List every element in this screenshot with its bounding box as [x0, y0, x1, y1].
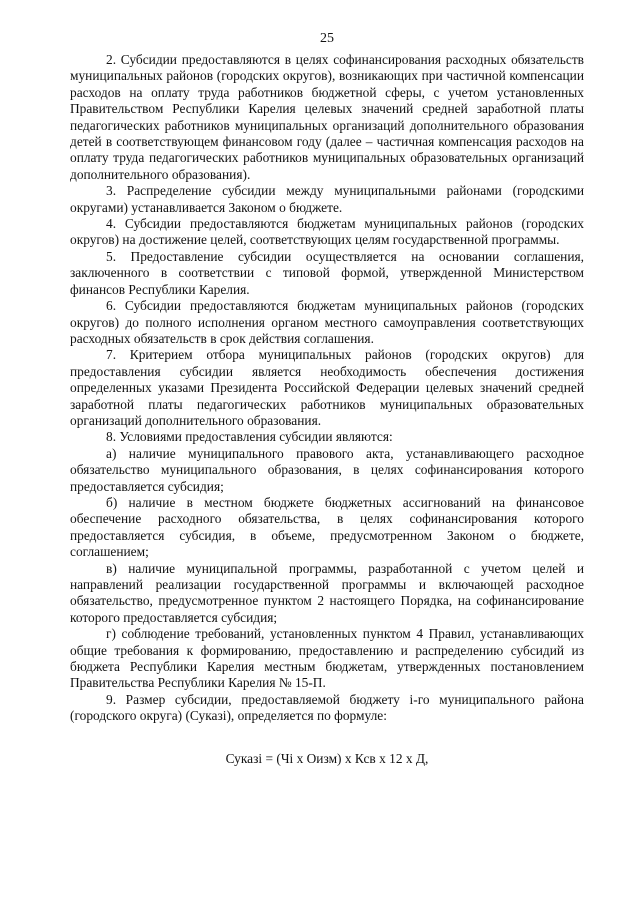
paragraph-8g: г) соблюдение требований, установленных пунктом 4 Правил, устанавливающих общие требования к формированию, предоставлению и распределению субсидий из бюджета Республики Карелия местным бюджетам, утвержденных постановлением Правительства Республики Карелия № 15-П.	[70, 626, 584, 691]
paragraph-3: 3. Распределение субсидии между муниципальными районами (городскими округами) устанавливается Законом о бюджете.	[70, 183, 584, 215]
paragraph-8b: б) наличие в местном бюджете бюджетных ассигнований на финансовое обеспечение расходного обязательства, в целях софинансирования которого предоставляется субсидия, в объеме, предусмотренном Законом о бюджете, соглашением;	[70, 494, 584, 560]
paragraph-2: 2. Субсидии предоставляются в целях софинансирования расходных обязательств муниципальных районов (городских округов), возникающих при частичной компенсации расходов на оплату труда работников бюджетной сферы, с учетом установленных Правительством Республики Карелия целевых значений средней заработной платы педагогических работников муниципальных организаций дополнительного образования детей в соответствующем финансовом году (далее – частичная компенсация расходов на оплату труда педагогических работников муниципальных образовательных организаций дополнительного образования).	[70, 52, 584, 182]
paragraph-4: 4. Субсидии предоставляются бюджетам муниципальных районов (городских округов) на достижение целей, соответствующих целям государственной программы.	[70, 216, 584, 248]
paragraph-8: 8. Условиями предоставления субсидии являются:	[106, 429, 393, 445]
paragraph-5: 5. Предоставление субсидии осуществляется на основании соглашения, заключенного в соответствии с типовой формой, утвержденной Министерством финансов Республики Карелия.	[70, 248, 584, 297]
paragraph-6: 6. Субсидии предоставляются бюджетам муниципальных районов (городских округов) до полного исполнения органом местного самоуправления соответствующих расходных обязательств в срок действия соглашения.	[70, 298, 584, 346]
paragraph-7: 7. Критерием отбора муниципальных районов (городских округов) для предоставления субсидии является необходимость обеспечения достижения определенных указами Президента Российской Федерации целевых значений средней заработной платы педагогических работников муниципальных образовательных организаций дополнительного образования.	[70, 347, 584, 428]
paragraph-8v: в) наличие муниципальной программы, разработанной с учетом целей и направлений реализации государственной программы и включающей расходное обязательство, предусмотренное пунктом 2 настоящего Порядка, на софинансирование которого предоставляется субсидия;	[70, 560, 584, 625]
paragraph-9: 9. Размер субсидии, предоставляемой бюджету i-го муниципального района (городского округа) (Суказi), определяется по формуле:	[70, 691, 584, 724]
document-body	[70, 52, 584, 725]
paragraph-8a: а) наличие муниципального правового акта, устанавливающего расходное обязательство муниципального образования, в целях софинансирования которого предоставляется субсидия;	[70, 445, 584, 494]
subsidy-formula: Суказi = (Чi x Оизм) x Ксв x 12 x Д,	[225, 750, 429, 766]
page-number: 25	[320, 31, 334, 46]
